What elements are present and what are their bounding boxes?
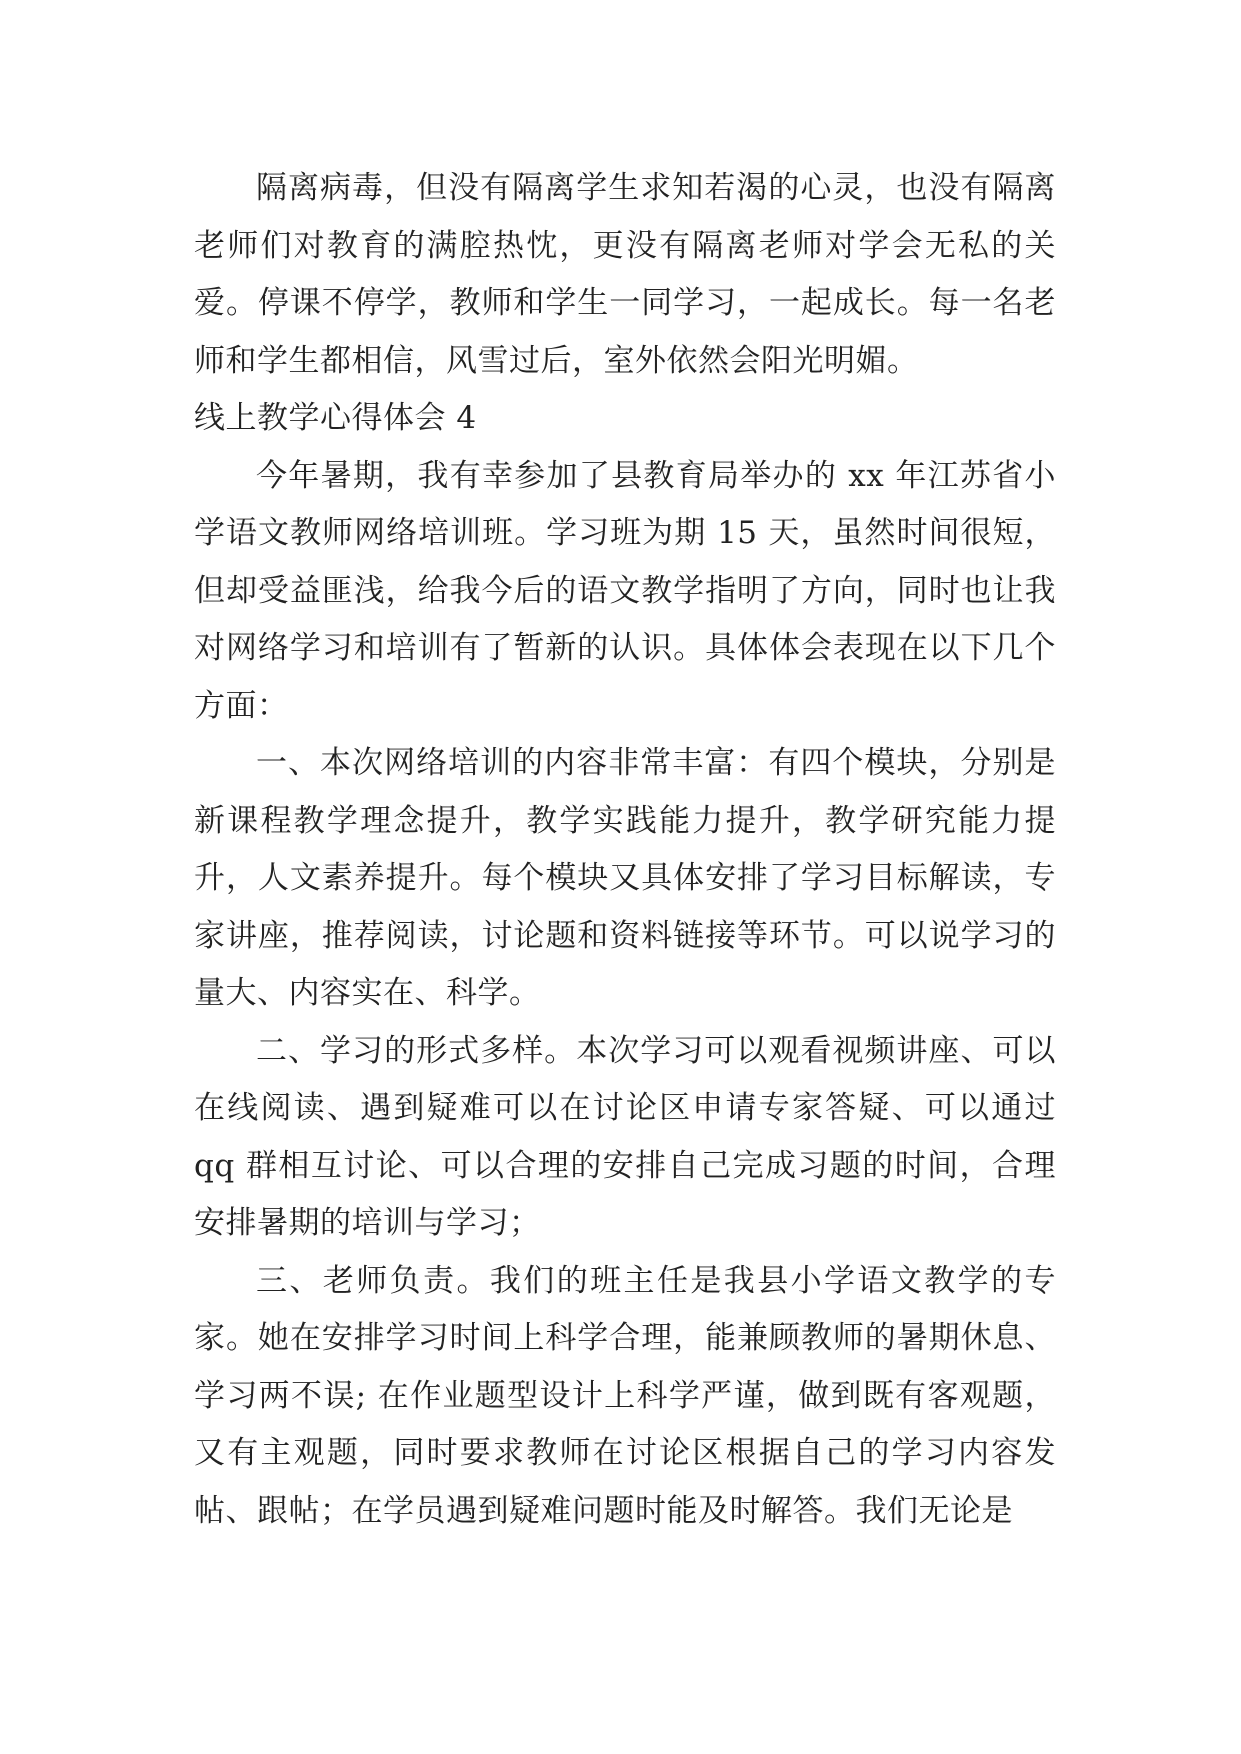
body-paragraph-1: 今年暑期，我有幸参加了县教育局举办的 xx 年江苏省小学语文教师网络培训班。学习班为期 15 天，虽然时间很短，但却受益匪浅，给我今后的语文教学指明了方向，同时也让我对网络学习和培训有了暂新的认识。具体体会表现在以下几个方面：: [194, 457, 1056, 724]
section-heading: 线上教学心得体会 4: [194, 400, 477, 436]
body-paragraph-3: 二、学习的形式多样。本次学习可以观看视频讲座、可以在线阅读、遇到疑难可以在讨论区申请专家答疑、可以通过 qq 群相互讨论、可以合理的安排自己完成习题的时间，合理安排暑期的培训与学习；: [194, 1032, 1056, 1241]
body-paragraph-4: 三、老师负责。我们的班主任是我县小学语文教学的专家。她在安排学习时间上科学合理，能兼顾教师的暑期休息、学习两不误; 在作业题型设计上科学严谨，做到既有客观题，又有主观题，同时要求教师在讨论区根据自己的学习内容发帖、跟帖；在学员遇到疑难问题时能及时解答。我们无论是: [194, 1262, 1056, 1529]
body-paragraph-2: 一、本次网络培训的内容非常丰富：有四个模块，分别是新课程教学理念提升，教学实践能力提升，教学研究能力提升，人文素养提升。每个模块又具体安排了学习目标解读，专家讲座，推荐阅读，讨论题和资料链接等环节。可以说学习的量大、内容实在、科学。: [194, 745, 1056, 1011]
continuation-paragraph: 隔离病毒，但没有隔离学生求知若渴的心灵，也没有隔离老师们对教育的满腔热忱，更没有隔离老师对学会无私的关爱。停课不停学，教师和学生一同学习，一起成长。每一名老师和学生都相信，风雪过后，室外依然会阳光明媚。: [194, 170, 1056, 379]
document-page: [194, 160, 1056, 1540]
